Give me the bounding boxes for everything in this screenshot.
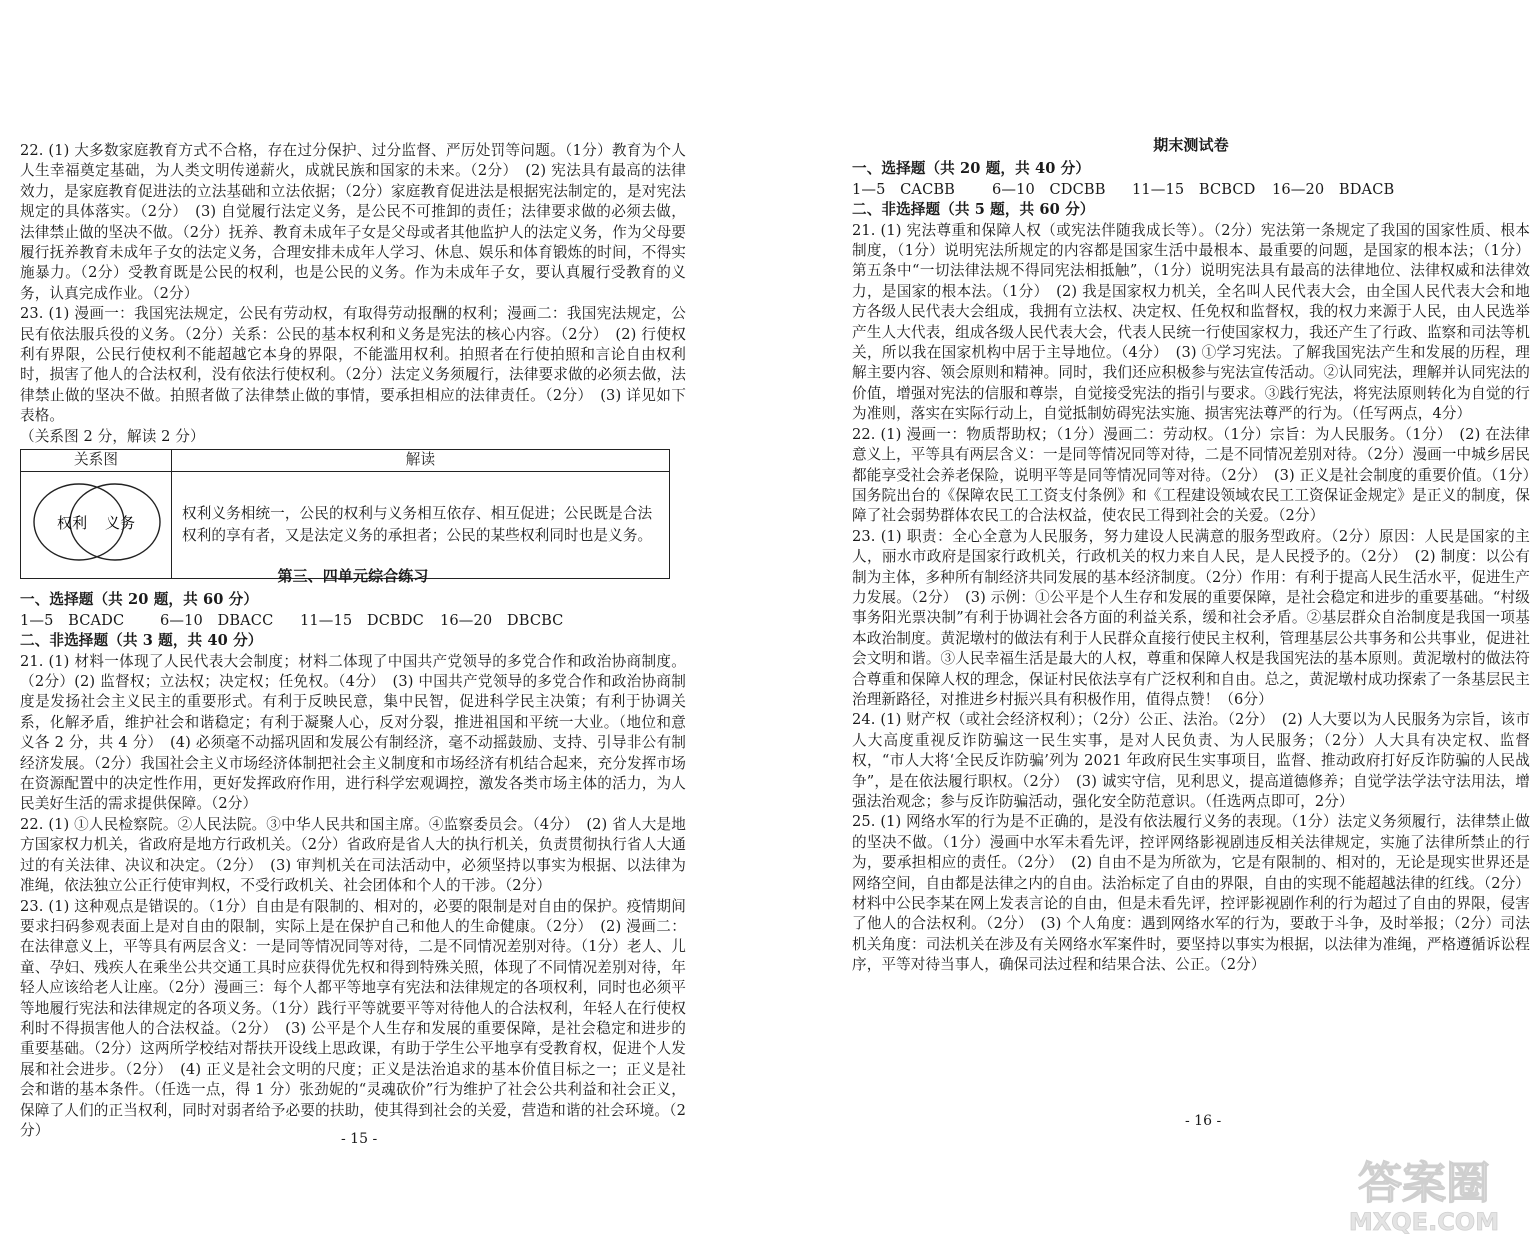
mc-heading: 一、选择题（共 20 题，共 40 分） <box>852 160 1091 178</box>
question-23-answer: 23. (1) 职责：全心全意为人民服务，努力建设人民满意的服务型政府。（2分）原因：人民是国家的主人，丽水市政府是国家行政机关，行政机关的权力来自人民，是人民授予的。（2分） (2) 制度：以公有制为主体，多种所有制经济共同发展的基本经济制度。（2分）作用：有利于提高人民生活水平，促进生产力发展。（2分） (3) 示例：①公平是个人生存和发展的重要保障，是社会稳定和进步的重要基础。“村级事务阳光票决制”有利于协调社会各方面的利益关系，缓和社会矛盾。②基层群众自治制度是我国一项基本政治制度。黄泥墩村的做法有利于人民群众直接行使民主权利，管理基层公共事务和公共事业，促进社会文明和谐。③人民幸福生活是最大的人权，尊重和保障人权是我国宪法的基本原则。黄泥墩村的做法符合尊重和保障人权的理念，保证村民依法享有广泛权利和自由。总之，黄泥墩村成功探索了一条基层民主治理新路径，对推进乡村振兴具有积极作用，值得点赞！（6分） <box>852 527 1531 708</box>
table-header-diagram: 关系图 <box>21 450 172 471</box>
duties-label: 义务 <box>105 513 136 532</box>
question-23-answer: 23. (1) 这种观点是错误的。（1分）自由是有限制的、相对的，必要的限制是对自由的保护。疫情期间要求扫码参观表面上是对自由的限制，实际上是在保护自己和他人的生命健康。（2分） (2) 漫画二：在法律意义上，平等具有两层含义：一是同等情况同等对待，二是不同情况差别对待。（1分）老人、儿童、孕妇、残疾人在乘坐公共交通工具时应获得优先权和得到特殊关照，体现了不同情况差别对待，年轻人应该给老人让座。（2分）漫画三：每个人都平等地享有宪法和法律规定的各项权利，同时也必须平等地履行宪法和法律规定的各项义务。（1分）践行平等就要平等对待他人的合法权利，年轻人在行使权利时不得损害他人的合法权益。（2分） (3) 公平是个人生存和发展的重要保障，是社会稳定和进步的重要基础。（2分）这两所学校结对帮扶开设线上思政课，有助于学生公平地享有受教育权，促进个人发展和社会进步。（2分） (4) 正义是社会文明的尺度；正义是法治追求的基本价值目标之一；正义是社会和谐的基本条件。（任选一点，得 1 分）张劲妮的“灵魂砍价”行为维护了社会公共利益和社会正义，保障了人们的正当权利，同时对弱者给予必要的扶助，使其得到社会的关爱，营造和谐的社会环境。（2分） <box>20 897 686 1139</box>
table-score-note: （关系图 2 分，解读 2 分） <box>20 427 205 445</box>
page-number: - 16 - <box>1185 1113 1222 1129</box>
non-mc-heading: 二、非选择题（共 5 题，共 60 分） <box>852 201 1095 219</box>
question-22-answer: 22. (1) 漫画一：物质帮助权；（1分）漫画二：劳动权。（1分）宗旨：为人民服务。（1分） (2) 在法律意义上，平等具有两层含义：一是同等情况同等对待，二是不同情况差别对待。（2分）漫画一中城乡居民都能享受社会养老保险，说明平等是同等情况同等对待。（2分） (3) 正义是社会制度的重要价值。（1分）国务院出台的《保障农民工工资支付条例》和《工程建设领域农民工工资保证金规定》是正义的制度，保障了社会弱势群体农民工的合法权益，使农民工得到社会的关爱。（2分） <box>852 425 1531 525</box>
mc-answer-group: 16—20 DBCBC <box>440 611 564 629</box>
question-22-answer: 22. (1) ①人民检察院。②人民法院。③中华人民共和国主席。④监察委员会。（4分） (2) 省人大是地方国家权力机关，省政府是地方行政机关。（2分）省政府是省人大的执行机关，负责贯彻执行省人大通过的有关法律、决议和决定。（2分） (3) 审判机关在司法活动中，必须坚持以事实为根据、以法律为准绳，依法独立公正行使审判权，不受行政机关、社会团体和个人的干涉。（2分） <box>20 815 686 895</box>
mc-answer-group: 11—15 DCBDC <box>300 611 424 629</box>
section-title-unit-3-4: 第三、四单元综合练习 <box>277 567 429 585</box>
mc-answer-group: 16—20 BDACB <box>1272 180 1395 198</box>
page-number: - 15 - <box>341 1131 378 1147</box>
non-mc-heading: 二、非选择题（共 3 题，共 40 分） <box>20 632 263 650</box>
watermark-logo <box>1326 1148 1522 1238</box>
question-21-answer: 21. (1) 宪法尊重和保障人权（或宪法伴随我成长等）。（2分）宪法第一条规定了我国的国家性质、根本制度，（1分）说明宪法所规定的内容都是国家生活中最根本、最重要的问题，是国家的根本法；（1分）第五条中“一切法律法规不得同宪法相抵触”，（1分）说明宪法具有最高的法律地位、法律权威和法律效力，是国家的根本法。（1分） (2) 我是国家权力机关，全名叫人民代表大会，由全国人民代表大会和地方各级人民代表大会组成，我拥有立法权、决定权、任免权和监督权，我的权力来源于人民，由人民选举产生人大代表，组成各级人民代表大会，代表人民统一行使国家权力，我还产生了行政、监察和司法等机关，所以我在国家机构中居于主导地位。（4分） (3) ①学习宪法。了解我国宪法产生和发展的历程，理解主要内容、领会原则和精神。同时，我们还应积极参与宪法宣传活动。②认同宪法，理解并认同宪法的价值，增强对宪法的信服和尊崇，自觉接受宪法的指引与要求。③践行宪法，将宪法原则转化为自觉的行为准则，落实在实际行动上，自觉抵制妨碍宪法实施、损害宪法尊严的行为。（任写两点，4分） <box>852 221 1530 423</box>
right-column <box>852 133 1530 976</box>
mc-answer-group: 6—10 DBACC <box>160 611 274 629</box>
relation-diagram-cell <box>21 471 172 578</box>
mc-answers <box>852 180 1530 200</box>
relation-table <box>20 449 670 579</box>
page-16 <box>768 0 1536 1244</box>
interpretation-cell: 权利义务相统一，公民的权利与义务相互依存、相互促进；公民既是合法权利的享有者，又是法定义务的承担者；公民的某些权利同时也是义务。 <box>172 471 670 578</box>
table-header-interpretation: 解读 <box>172 450 670 471</box>
question-24-answer: 24. (1) 财产权（或社会经济权利）；（2分）公正、法治。（2分） (2) 人大要以为人民服务为宗旨，该市人大高度重视反诈防骗这一民生实事，是对人民负责、为人民服务；（2分）人大具有决定权、监督权，“市人大将‘全民反诈防骗’列为 2021 年政府民生实事项目，监督、推动政府打好反诈防骗的人民战争”，是在依法履行职权。（2分） (3) 诚实守信，见利思义，提高道德修养；自觉学法学法守法用法，增强法治观念；参与反诈防骗活动，强化安全防范意识。（任选两点即可，2分） <box>852 711 1530 810</box>
venn-diagram <box>21 472 171 572</box>
left-bottom-column <box>20 564 686 1141</box>
rights-label: 权利 <box>57 513 88 532</box>
mc-answers <box>20 611 686 631</box>
watermark-url: MXQE.COM <box>1348 1208 1500 1236</box>
mc-answer-group: 6—10 CDCBB <box>992 180 1106 198</box>
watermark-title: 答案圈 <box>1358 1158 1490 1209</box>
question-23-answer: 23. (1) 漫画一：我国宪法规定，公民有劳动权，有取得劳动报酬的权利；漫画二：我国宪法规定，公民有依法服兵役的义务。（2分）关系：公民的基本权利和义务是宪法的核心内容。（2分） (2) 行使权利有界限，公民行使权利不能超越它本身的界限，不能滥用权利。拍照者在行使拍照和言论自由权利时，损害了他人的合法权利，没有依法行使权利。（2分）法定义务须履行，法律要求做的必须去做，法律禁止做的坚决不做。拍照者做了法律禁止做的事情，要承担相应的法律责任。（2分） (3) 详见如下表格。 <box>20 305 686 425</box>
mc-answer-group: 11—15 BCBCD <box>1132 180 1256 198</box>
left-top-column <box>20 141 686 579</box>
question-22-answer: 22. (1) 大多数家庭教育方式不合格，存在过分保护、过分监督、严厉处罚等问题。（1分）教育为个人人生幸福奠定基础，为人类文明传递薪火，成就民族和国家的未来。（2分） (2) 宪法具有最高的法律效力，是家庭教育促进法的立法基础和立法依据；（2分）家庭教育促进法是根据宪法制定的，是对宪法规定的具体落实。（2分） (3) 自觉履行法定义务，是公民不可推卸的责任；法律要求做的必须去做，法律禁止做的坚决不做。（2分）抚养、教育未成年子女是父母或者其他监护人的法定义务，作为父母要履行抚养教育未成年子女的法定义务，合理安排未成年人学习、休息、娱乐和体育锻炼的时间，不得实施暴力。（2分）受教育既是公民的权利，也是公民的义务。作为未成年子女，要认真履行受教育的义务，认真完成作业。（2分） <box>20 142 686 302</box>
question-21-answer: 21. (1) 材料一体现了人民代表大会制度；材料二体现了中国共产党领导的多党合作和政治协商制度。（2分）(2) 监督权；立法权；决定权；任免权。（4分） (3) 中国共产党领导的多党合作和政治协商制度是发扬社会主义民主的重要形式。有利于反映民意，集中民智，促进科学民主决策；有利于协调关系，化解矛盾，维护社会和谐稳定；有利于凝聚人心，反对分裂，推进祖国和平统一大业。（地位和意义各 2 分，共 4 分） (4) 必须毫不动摇巩固和发展公有制经济，毫不动摇鼓励、支持、引导非公有制经济发展。（2分）我国社会主义市场经济体制把社会主义制度和市场经济有机结合起来，充分发挥市场在资源配置中的决定性作用，更好发挥政府作用，进行科学宏观调控，激发各类市场主体的活力，为人民美好生活的需求提供保障。（2分） <box>20 652 686 813</box>
mc-answer-group: 1—5 CACBB <box>852 180 955 198</box>
section-title-final-exam: 期末测试卷 <box>1153 136 1229 154</box>
mc-heading: 一、选择题（共 20 题，共 60 分） <box>20 591 259 609</box>
question-25-answer: 25. (1) 网络水军的行为是不正确的，是没有依法履行义务的表现。（1分）法定义务须履行，法律禁止做的坚决不做。（1分）漫画中水军未看先评，控评网络影视剧违反相关法律规定，实施了法律所禁止的行为，要承担相应的责任。（2分） (2) 自由不是为所欲为，它是有限制的、相对的，无论是现实世界还是网络空间，自由都是法律之内的自由。法治标定了自由的界限，自由的实现不能超越法律的红线。（2分）材料中公民李某在网上发表言论的自由，但是未看先评，控评影视剧作利的行为超过了自由的界限，侵害了他人的合法权利。（2分） (3) 个人角度：遇到网络水军的行为，要敢于斗争，及时举报；（2分）司法机关角度：司法机关在涉及有关网络水军案件时，要坚持以事实为根据，以法律为准绳，严格遵循诉讼程序，平等对待当事人，确保司法过程和结果合法、公正。（2分） <box>852 813 1531 974</box>
mc-answer-group: 1—5 BCADC <box>20 611 125 629</box>
